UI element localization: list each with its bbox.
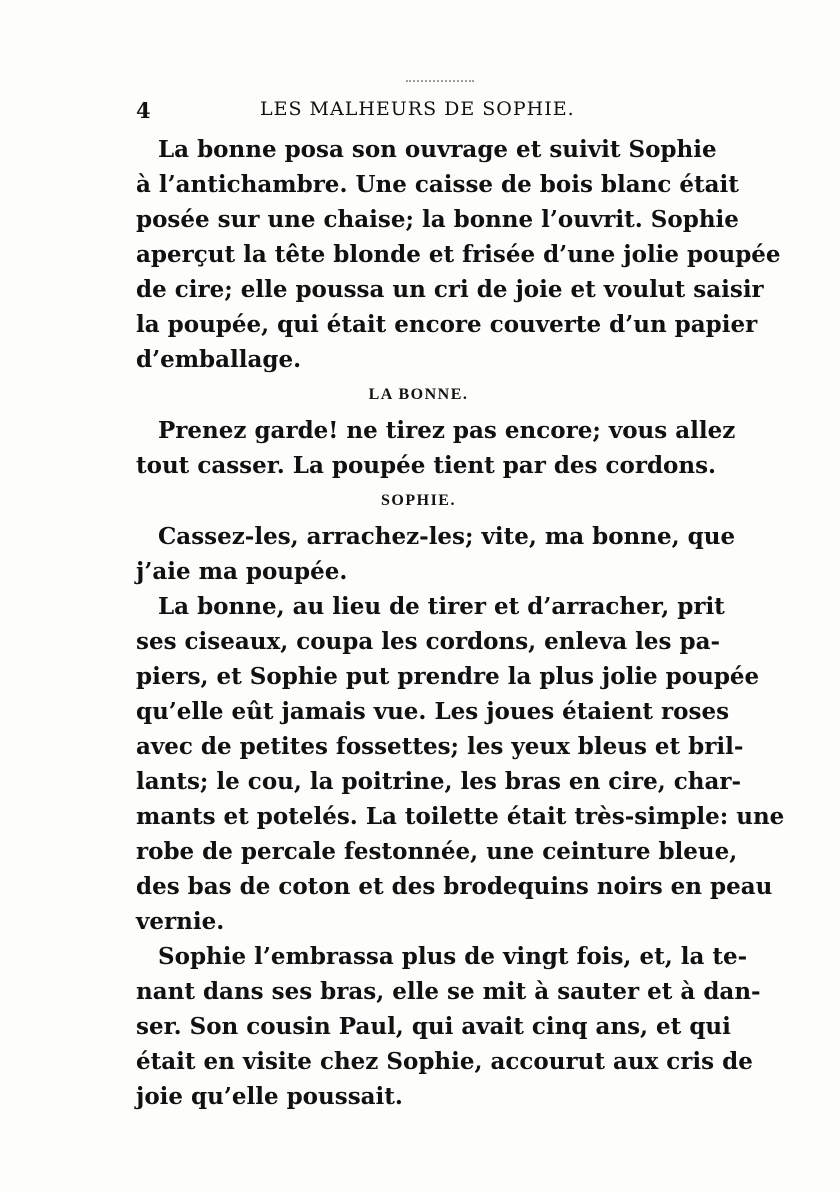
text-line: lants; le cou, la poitrine, les bras en cire, char- bbox=[136, 768, 742, 795]
body-text bbox=[136, 132, 785, 1114]
text-line: la poupée, qui était encore couverte d’un papier bbox=[136, 311, 758, 338]
text-line: La bonne, au lieu de tirer et d’arracher, prit bbox=[158, 593, 725, 620]
text-line: j’aie ma poupée. bbox=[136, 558, 348, 585]
page-header bbox=[136, 98, 701, 128]
text-line: mants et potelés. La toilette était très-simple: une bbox=[136, 803, 785, 830]
running-title: LES MALHEURS DE SOPHIE. bbox=[260, 98, 575, 120]
text-line: robe de percale festonnée, une ceinture bleue, bbox=[136, 838, 738, 865]
text-line: La bonne posa son ouvrage et suivit Sophie bbox=[158, 136, 717, 163]
text-line: ser. Son cousin Paul, qui avait cinq ans, et qui bbox=[136, 1013, 731, 1040]
text-line: avec de petites fossettes; les yeux bleus et bril- bbox=[136, 733, 744, 760]
text-line: vernie. bbox=[136, 908, 225, 935]
page-number: 4 bbox=[136, 98, 151, 123]
speaker-label: LA BONNE. bbox=[368, 386, 469, 403]
text-line: Cassez-les, arrachez-les; vite, ma bonne, que bbox=[158, 523, 736, 550]
printer-mark bbox=[406, 80, 474, 90]
text-line: nant dans ses bras, elle se mit à sauter et à dan- bbox=[136, 978, 761, 1005]
text-line: Sophie l’embrassa plus de vingt fois, et, la te- bbox=[158, 943, 748, 970]
text-line: piers, et Sophie put prendre la plus jolie poupée bbox=[136, 663, 760, 690]
text-line: joie qu’elle poussait. bbox=[136, 1083, 403, 1110]
text-line: à l’antichambre. Une caisse de bois blanc était bbox=[136, 171, 739, 198]
text-line: était en visite chez Sophie, accourut aux cris de bbox=[136, 1048, 753, 1075]
text-line: de cire; elle poussa un cri de joie et voulut saisir bbox=[136, 276, 764, 303]
text-line: aperçut la tête blonde et frisée d’une jolie poupée bbox=[136, 241, 781, 268]
text-line: tout casser. La poupée tient par des cordons. bbox=[136, 452, 717, 479]
text-line: d’emballage. bbox=[136, 346, 302, 373]
text-line: des bas de coton et des brodequins noirs en peau bbox=[136, 873, 773, 900]
text-line: posée sur une chaise; la bonne l’ouvrit. Sophie bbox=[136, 206, 739, 233]
speaker-label: SOPHIE. bbox=[381, 492, 456, 509]
text-line: Prenez garde! ne tirez pas encore; vous allez bbox=[158, 417, 736, 444]
text-line: ses ciseaux, coupa les cordons, enleva les pa- bbox=[136, 628, 721, 655]
text-line: qu’elle eût jamais vue. Les joues étaient roses bbox=[136, 698, 730, 725]
